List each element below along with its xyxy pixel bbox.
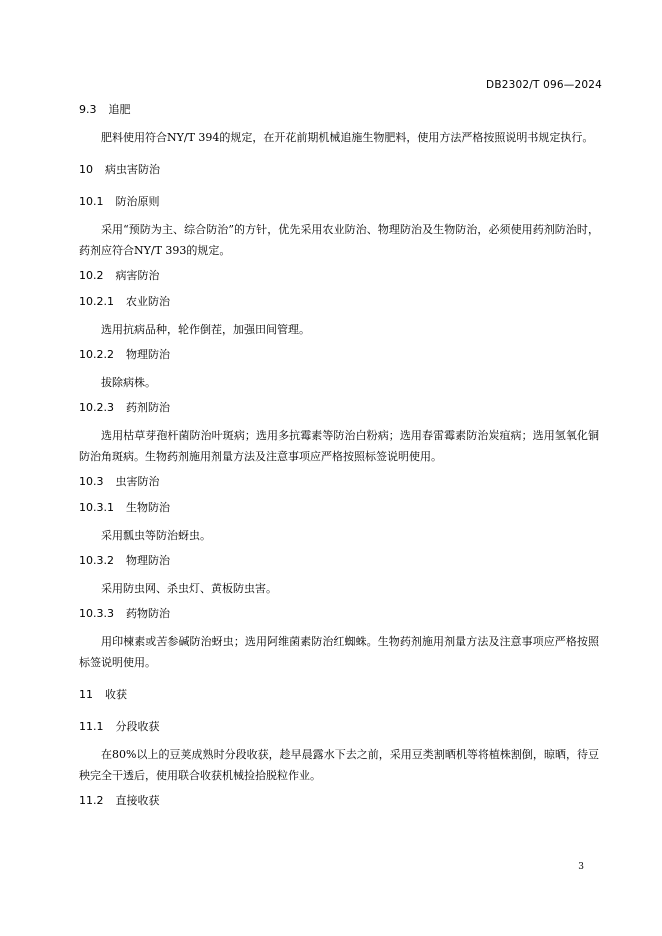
section-heading-10-2-2 bbox=[79, 346, 599, 363]
paragraph-biological-control: 采用瓢虫等防治蚜虫。 bbox=[101, 529, 211, 542]
paragraph-physical-control: 拔除病株。 bbox=[101, 376, 156, 389]
paragraph-chemical-control: 选用枯草芽孢杆菌防治叶斑病；选用多抗霉素等防治白粉病；选用春雷霉素防治炭疽病；选用氢氧化铜防治角斑病。生物药剂施用剂量方法及注意事项应严格按照标签说明使用。 bbox=[79, 429, 599, 463]
page-number: 3 bbox=[578, 862, 584, 872]
section-number: 9.3 bbox=[79, 103, 97, 116]
section-title: 病虫害防治 bbox=[105, 163, 160, 176]
section-title: 分段收获 bbox=[115, 720, 160, 733]
section-number: 10 bbox=[79, 163, 93, 176]
section-heading-10-3-3 bbox=[79, 605, 599, 622]
section-number: 10.3.2 bbox=[79, 554, 114, 567]
section-title: 收获 bbox=[105, 688, 127, 701]
section-number: 10.3.1 bbox=[79, 501, 114, 514]
section-heading-10-2-1 bbox=[79, 293, 599, 310]
paragraph-fertilizer: 肥料使用符合NY/T 394的规定，在开花前期机械追施生物肥料，使用方法严格按照说明书规定执行。 bbox=[101, 131, 594, 144]
section-heading-10-2 bbox=[79, 267, 599, 284]
section-title: 生物防治 bbox=[126, 501, 170, 514]
document-body bbox=[79, 101, 599, 809]
paragraph-segmented-harvest: 在80%以上的豆荚成熟时分段收获，趁早晨露水下去之前，采用豆类割晒机等将植株割倒，晾晒，待豆秧完全干透后，使用联合收获机械捡拾脱粒作业。 bbox=[79, 748, 599, 782]
section-title: 物理防治 bbox=[126, 348, 170, 361]
section-number: 10.2.3 bbox=[79, 401, 114, 414]
document-code: DB2302/T 096—2024 bbox=[486, 79, 602, 91]
section-heading-11 bbox=[79, 686, 599, 703]
section-heading-10-3-1 bbox=[79, 499, 599, 516]
section-heading-10-1 bbox=[79, 193, 599, 210]
section-title: 农业防治 bbox=[126, 295, 170, 308]
section-heading-9-3 bbox=[79, 101, 599, 118]
section-number: 11 bbox=[79, 688, 93, 701]
section-number: 10.2.1 bbox=[79, 295, 114, 308]
section-heading-11-2 bbox=[79, 792, 599, 809]
paragraph-pest-chemical-control: 用印楝素或苦参碱防治蚜虫；选用阿维菌素防治红蜘蛛。生物药剂施用剂量方法及注意事项应严格按照标签说明使用。 bbox=[79, 635, 599, 669]
section-heading-10-3-2 bbox=[79, 552, 599, 569]
section-number: 10.1 bbox=[79, 195, 104, 208]
section-title: 追肥 bbox=[108, 103, 131, 116]
section-heading-10-3 bbox=[79, 473, 599, 490]
section-heading-11-1 bbox=[79, 718, 599, 735]
section-number: 10.3.3 bbox=[79, 607, 114, 620]
paragraph-agricultural-control: 选用抗病品种，轮作倒茬，加强田间管理。 bbox=[101, 323, 310, 336]
section-number: 11.2 bbox=[79, 794, 104, 807]
section-title: 虫害防治 bbox=[115, 475, 160, 488]
section-number: 11.1 bbox=[79, 720, 104, 733]
paragraph-pest-physical-control: 采用防虫网、杀虫灯、黄板防虫害。 bbox=[101, 582, 277, 595]
section-heading-10 bbox=[79, 161, 599, 178]
section-title: 防治原则 bbox=[115, 195, 160, 208]
section-number: 10.2 bbox=[79, 269, 104, 282]
section-title: 直接收获 bbox=[115, 794, 160, 807]
section-title: 物理防治 bbox=[126, 554, 170, 567]
section-title: 药剂防治 bbox=[126, 401, 170, 414]
section-number: 10.3 bbox=[79, 475, 104, 488]
section-number: 10.2.2 bbox=[79, 348, 114, 361]
section-title: 病害防治 bbox=[115, 269, 160, 282]
paragraph-control-principle: 采用“预防为主、综合防治”的方针，优先采用农业防治、物理防治及生物防治，必须使用药剂防治时，药剂应符合NY/T 393的规定。 bbox=[79, 223, 599, 257]
section-heading-10-2-3 bbox=[79, 399, 599, 416]
section-title: 药物防治 bbox=[126, 607, 170, 620]
